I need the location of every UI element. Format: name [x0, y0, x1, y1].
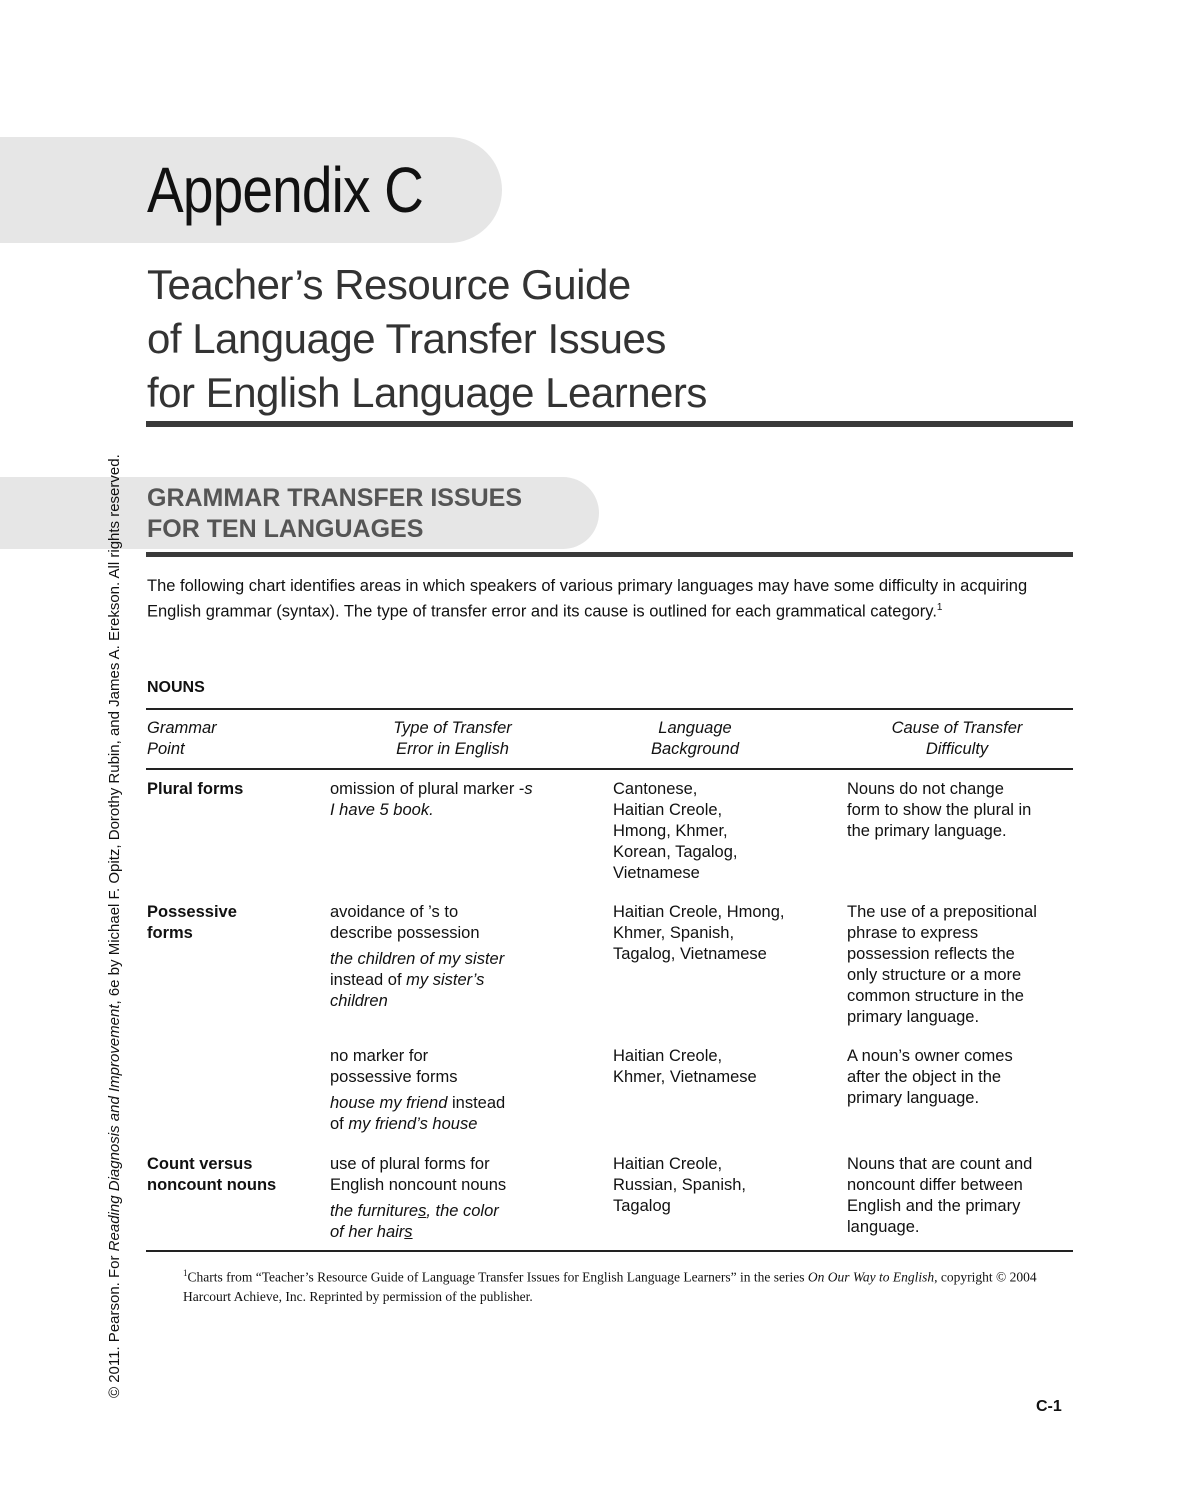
language-line: Hmong, Khmer,: [613, 822, 728, 840]
column-header-error-type: [330, 718, 575, 760]
language-line: Russian, Spanish,: [613, 1176, 746, 1194]
table-row-possessive-language: [613, 902, 785, 965]
error-line: describe possession: [330, 924, 480, 942]
language-line: Cantonese,: [613, 780, 698, 798]
header-line: Cause of Transfer: [891, 719, 1023, 737]
copyright-text: , 6e by Michael F. Opitz, Dorothy Rubin, and James A. Erekson. All rights reserved.: [106, 454, 123, 1005]
table-row-plural-cause: [847, 779, 1031, 842]
title-divider: [146, 421, 1073, 427]
column-header-language: [595, 718, 795, 760]
cause-line: possession reflects the: [847, 945, 1015, 963]
table-bottom-rule: [146, 1250, 1073, 1252]
language-line: Tagalog: [613, 1197, 671, 1215]
guide-title-line-2: of Language Transfer Issues: [147, 315, 666, 362]
section-heading-line-1: GRAMMAR TRANSFER ISSUES: [147, 484, 523, 512]
plural-marker: s: [524, 780, 533, 798]
header-line: Type of Transfer: [393, 719, 512, 737]
language-line: Haitian Creole,: [613, 1047, 723, 1065]
cause-line: English and the primary: [847, 1197, 1021, 1215]
cause-line: Nouns that are count and: [847, 1155, 1033, 1173]
table-row-plural-error: [330, 779, 590, 821]
cause-line: Nouns do not change: [847, 780, 1004, 798]
cause-line: primary language.: [847, 1008, 980, 1026]
header-line: Grammar: [147, 719, 217, 737]
cause-line: form to show the plural in: [847, 801, 1032, 819]
copyright-book-title: Reading Diagnosis and Improvement: [106, 1004, 123, 1252]
cause-line: common structure in the: [847, 987, 1024, 1005]
header-line: Difficulty: [925, 740, 989, 758]
language-line: Vietnamese: [613, 864, 700, 882]
table-row-plural-point: Plural forms: [147, 780, 244, 798]
example-text: the furniture: [330, 1202, 419, 1220]
table-row-count-cause: [847, 1154, 1032, 1238]
table-row-count-error: [330, 1154, 590, 1243]
table-row-possessive-marker-language: [613, 1046, 757, 1088]
table-row-count-point: [147, 1154, 276, 1196]
table-header-rule: [146, 768, 1073, 770]
language-line: Korean, Tagalog,: [613, 843, 738, 861]
footnote-series-title: On Our Way to English: [807, 1269, 935, 1285]
example-text: my sister’s: [406, 971, 485, 989]
footnote-text: Charts from “Teacher’s Resource Guide of Language Transfer Issues for English Language Learners” in the series: [187, 1269, 808, 1285]
error-line: English noncount nouns: [330, 1176, 507, 1194]
table-row-possessive-marker-cause: [847, 1046, 1013, 1109]
intro-footnote-mark: 1: [936, 602, 943, 613]
cause-line: A noun’s owner comes: [847, 1047, 1013, 1065]
example-text: of her hair: [330, 1223, 405, 1241]
guide-title-line-1: Teacher’s Resource Guide: [147, 261, 631, 308]
page-number: C-1: [1036, 1398, 1062, 1415]
error-suffix: s: [404, 1223, 413, 1241]
section-heading-line-2: FOR TEN LANGUAGES: [147, 515, 424, 543]
cause-line: primary language.: [847, 1089, 980, 1107]
guide-title: [147, 258, 707, 420]
point-line: forms: [147, 924, 193, 942]
error-line: no marker for: [330, 1047, 429, 1065]
table-row-possessive-point: [147, 902, 237, 944]
section-heading: [147, 483, 522, 545]
cause-line: phrase to express: [847, 924, 979, 942]
error-text: omission of plural marker -: [330, 780, 525, 798]
side-copyright-notice: [104, 348, 126, 1398]
table-row-possessive-cause: [847, 902, 1037, 1028]
footnote-text: , copyright © 2004 Harcourt Achieve, Inc. Reprinted by permission of the publisher.: [183, 1269, 1037, 1304]
cause-line: only structure or a more: [847, 966, 1022, 984]
header-line: Language: [658, 719, 732, 737]
example-text: children: [330, 992, 388, 1010]
point-line: noncount nouns: [147, 1176, 277, 1194]
example-text: , the color: [426, 1202, 499, 1220]
error-suffix: s: [418, 1202, 427, 1220]
instead-text: instead: [452, 1094, 506, 1112]
language-line: Khmer, Spanish,: [613, 924, 735, 942]
header-line: Point: [147, 740, 185, 758]
table-top-rule: [146, 708, 1073, 710]
table-row-possessive-marker-error: [330, 1046, 590, 1135]
column-header-grammar-point: [147, 718, 217, 760]
example-text: my friend’s house: [348, 1115, 478, 1133]
example-text: the children of my sister: [330, 950, 505, 968]
language-line: Haitian Creole,: [613, 1155, 723, 1173]
cause-line: The use of a prepositional: [847, 903, 1037, 921]
example-text: house my friend: [330, 1094, 448, 1112]
header-line: Background: [650, 740, 740, 758]
table-row-plural-language: [613, 779, 737, 884]
footnote-mark: 1: [183, 1268, 188, 1278]
nouns-heading: NOUNS: [147, 679, 205, 696]
error-line: use of plural forms for: [330, 1155, 490, 1173]
point-line: Count versus: [147, 1155, 253, 1173]
cause-line: noncount differ between: [847, 1176, 1023, 1194]
intro-text: The following chart identifies areas in which speakers of various primary languages may have some difficulty in acquiring English grammar (syntax). The type of transfer error and its cause is outlined for each grammatical category.: [147, 577, 1028, 621]
cause-line: after the object in the: [847, 1068, 1002, 1086]
header-line: Error in English: [396, 740, 509, 758]
guide-title-line-3: for English Language Learners: [147, 369, 707, 416]
error-line: possessive forms: [330, 1068, 458, 1086]
instead-of-text: instead of: [330, 971, 402, 989]
of-text: of: [330, 1115, 344, 1133]
example-text: I have 5 book.: [330, 801, 434, 819]
copyright-text: © 2011. Pearson. For: [106, 1251, 123, 1398]
cause-line: the primary language.: [847, 822, 1007, 840]
point-line: Possessive: [147, 903, 237, 921]
language-line: Haitian Creole, Hmong,: [613, 903, 785, 921]
footnote: [147, 1264, 1077, 1306]
language-line: Khmer, Vietnamese: [613, 1068, 757, 1086]
error-line: avoidance of ’s to: [330, 903, 459, 921]
language-line: Tagalog, Vietnamese: [613, 945, 767, 963]
table-row-count-language: [613, 1154, 746, 1217]
column-header-cause: [847, 718, 1067, 760]
table-row-possessive-error: [330, 902, 590, 1012]
intro-paragraph: [147, 576, 1077, 623]
cause-line: language.: [847, 1218, 920, 1236]
section-divider: [146, 552, 1073, 557]
appendix-title: Appendix C: [147, 154, 423, 226]
language-line: Haitian Creole,: [613, 801, 723, 819]
